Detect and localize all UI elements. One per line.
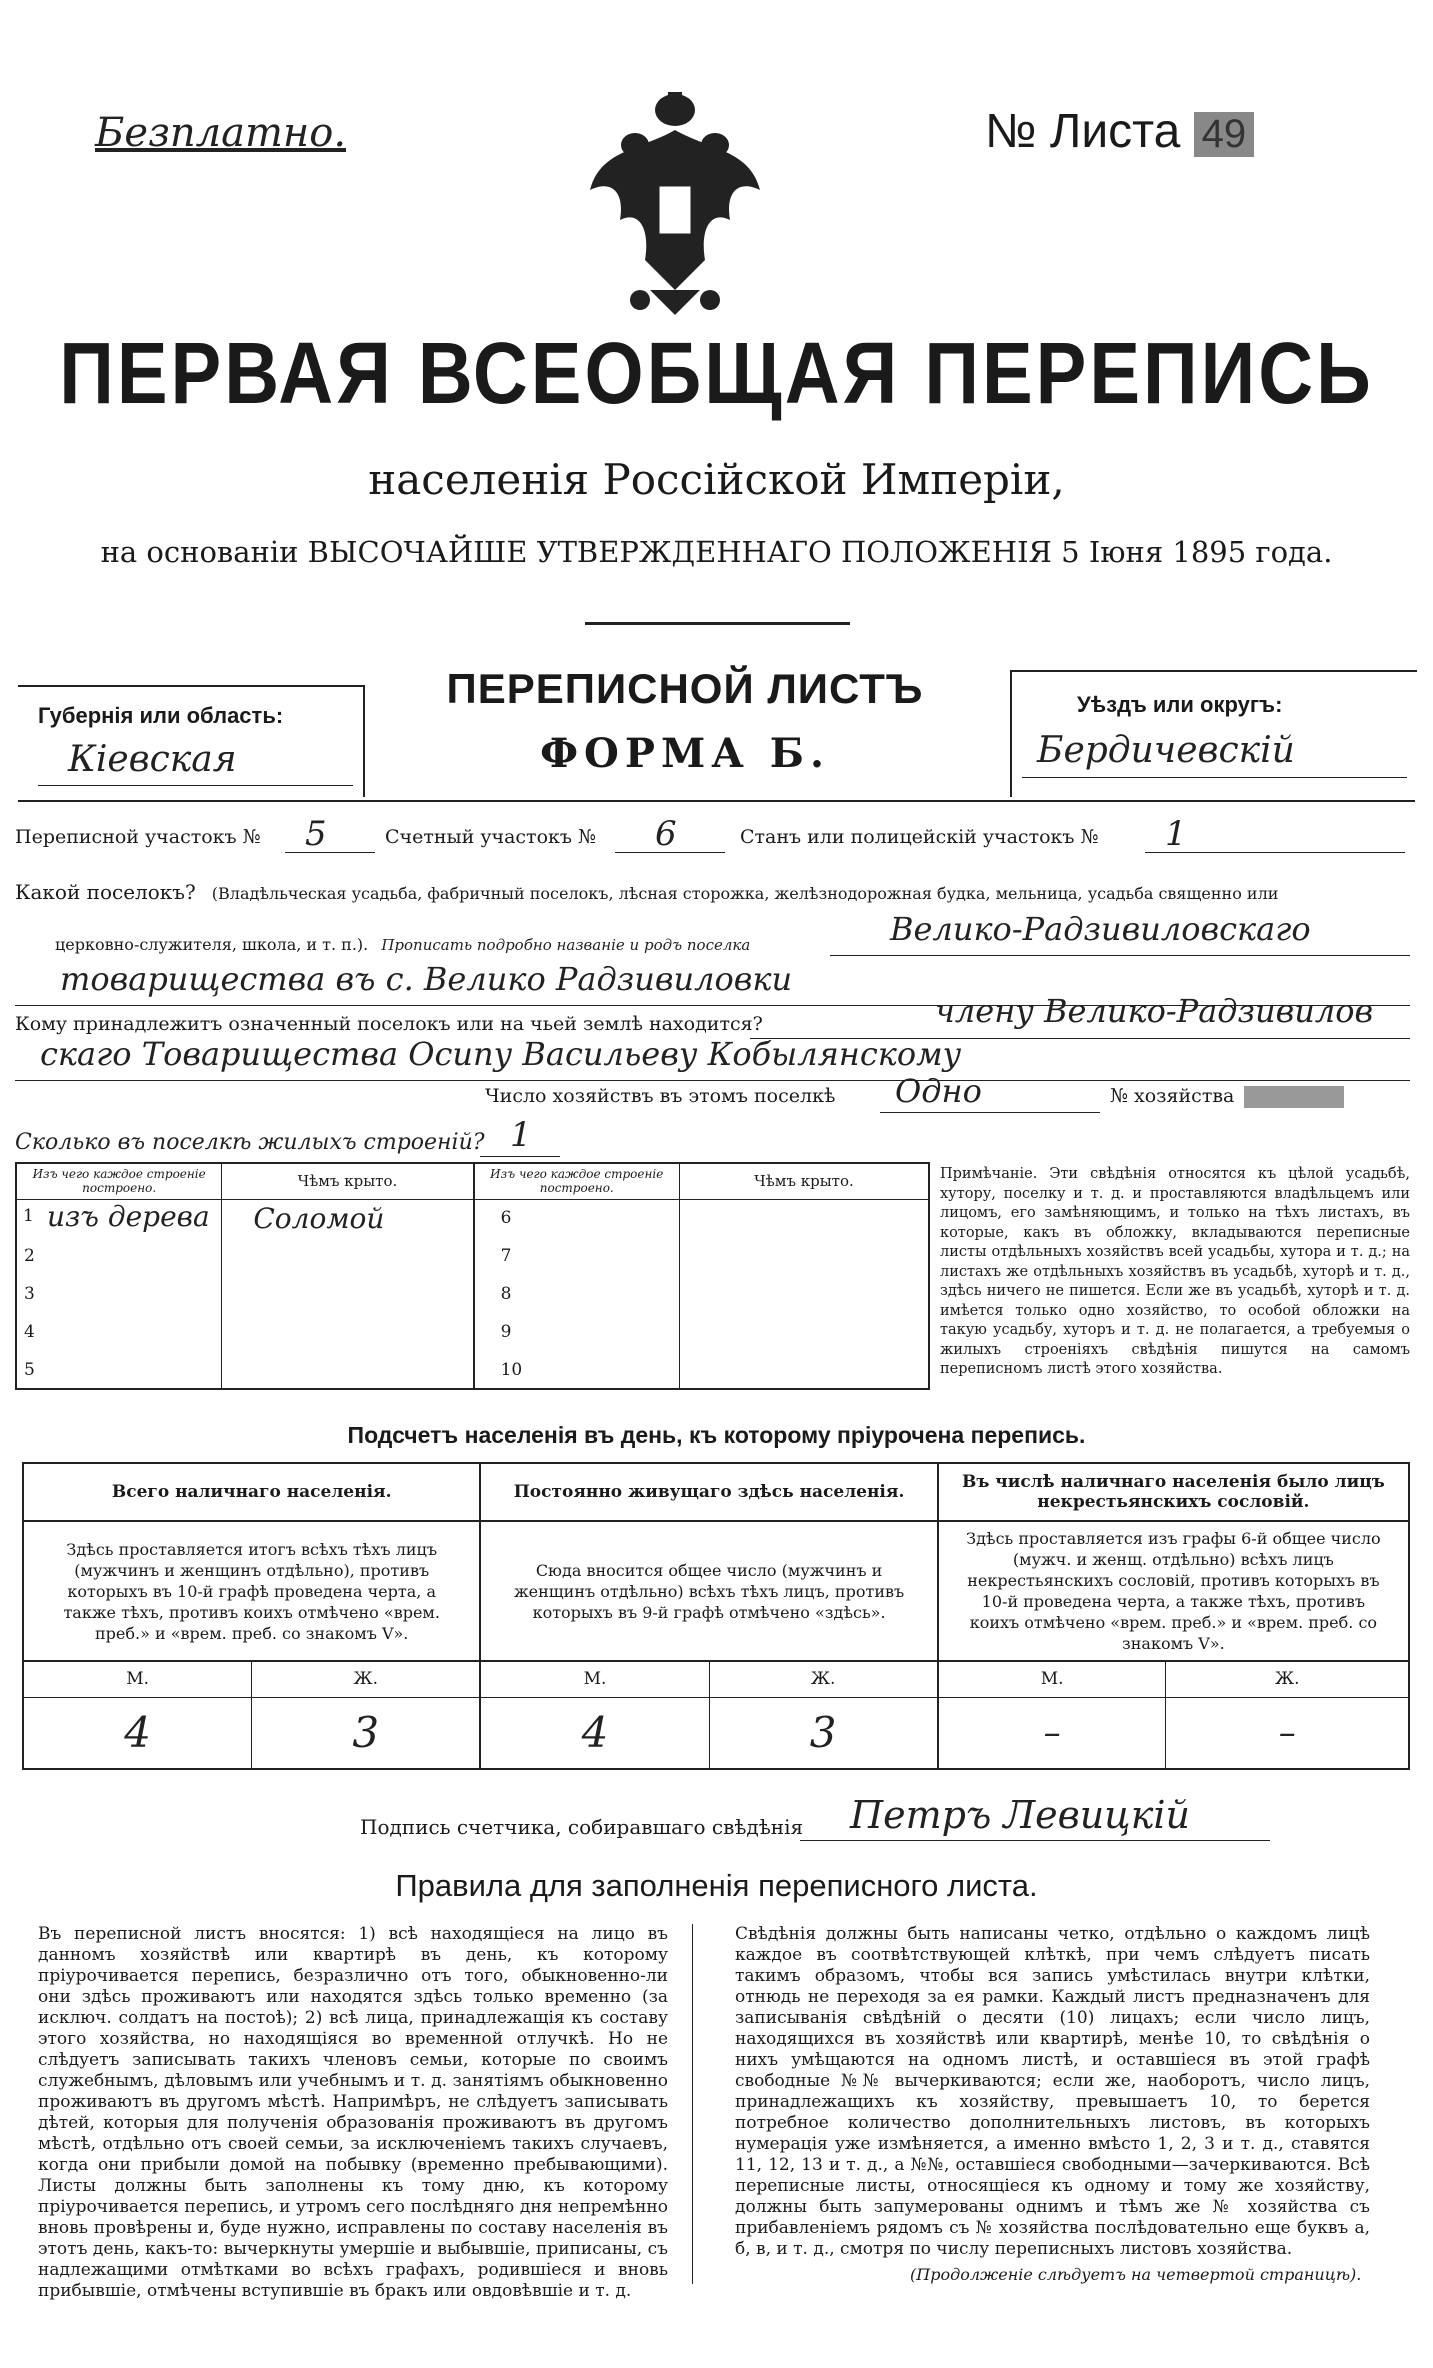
owner-value-2: скаго Товарищества Осипу Васильеву Кобылянскому (40, 1035, 962, 1073)
main-title: ПЕРВАЯ ВСЕОБЩАЯ ПЕРЕПИСЬ (59, 324, 1374, 423)
gubernia-value: Кіевская (68, 739, 237, 780)
zh-label: Ж. (252, 1661, 481, 1697)
rules-column-divider (692, 1924, 693, 2284)
household-no-label: № хозяйства (1110, 1085, 1344, 1108)
rules-right-column: Свѣдѣнія должны быть написаны четко, отдѣльно о каждомъ лицѣ каждое въ соотвѣтствующей клѣткѣ, при чемъ слѣдуетъ писать такимъ образомъ, чтобы вся запись умѣстилась внутри клѣтки, отнюдь не переходя за ея рамки. Каждый листъ предназначенъ для записыванія свѣдѣній о десяти (10) лицахъ; если число лицъ, находящихся въ хозяйствѣ или квартирѣ, менѣе 10, то свѣдѣнія о нихъ умѣщаются на одномъ листѣ, и оставшіеся въ этой графѣ свободные №№ вычеркиваются; если же, наоборотъ, число лицъ, принадлежащихъ къ хозяйству, превышаетъ 10, то берется потребное количество дополнительныхъ листовъ, въ которыхъ нумерація уже измѣняется, а именно вмѣсто 1, 2, 3 и т. д., ставятся 11, 12, 13 и т. д., а №№, оставшіеся свободными—зачеркиваются. Всѣ переписные листы, относящіеся къ одному и тому же хозяйству, должны быть запумерованы однимъ и тѣмъ же № хозяйства съ прибавленіемъ рядомъ съ № хозяйства послѣдовательно еще буквъ а, б, в, и т. д., смотря по числу переписныхъ листовъ хозяйства. (735, 1924, 1370, 2259)
col-material-right: Изъ чего каждое строеніе построено. (474, 1163, 680, 1199)
uchastok-row: Переписной участокъ № 5 Счетный участокъ № 6 Станъ или полицейскій участокъ № 1 (15, 818, 1405, 858)
count-col-nonpeasant-head: Въ числѣ наличнаго населенія было лицъ некрестьянскихъ сословій. (938, 1463, 1409, 1521)
rules-continued: (Продолженіе слѣдуетъ на четвертой страницѣ). (910, 2265, 1362, 2284)
table-row: 5 10 (16, 1351, 929, 1389)
col-roof-left: Чѣмъ крыто. (222, 1163, 474, 1199)
sheet-number-label: № Листа 49 (985, 104, 1254, 159)
count-col-resident-desc: Сюда вносится общее число (мужчинъ и женщинъ отдѣльно) всѣхъ тѣхъ лицъ, противъ которыхъ въ 9-й графѣ отмѣчено «здѣсь». (480, 1521, 937, 1661)
count-col-total-desc: Здѣсь проставляется итогъ всѣхъ тѣхъ лицъ (мужчинъ и женщинъ отдѣльно), противъ которыхъ въ 10-й графѣ проведена черта, а также тѣхъ, противъ коихъ отмѣчено «врем. преб.» и «врем. преб. со знакомъ V». (23, 1521, 480, 1661)
gubernia-box (18, 685, 365, 797)
schetny-value: 6 (655, 814, 677, 854)
uezd-box (1010, 670, 1417, 797)
nonpeasant-zh-value: – (1166, 1697, 1409, 1769)
household-no-value (1244, 1086, 1344, 1108)
double-headed-eagle-emblem (580, 90, 770, 320)
zh-label: Ж. (1166, 1661, 1409, 1697)
sheet-number-value: 49 (1194, 112, 1255, 157)
poselok-value-2: товарищества въ с. Велико Радзивиловки (60, 960, 793, 998)
col-material-left: Изъ чего каждое строеніе построено. (16, 1163, 222, 1199)
signature-label: Подпись счетчика, собиравшаго свѣдѣнія (360, 1815, 804, 1839)
poselok-row-2: церковно-служителя, школа, и т. п.). Прописать подробно названіе и родъ поселка (55, 935, 751, 954)
count-col-nonpeasant-desc: Здѣсь проставляется изъ графы 6-й общее число (мужч. и женщ. отдѣльно) всѣхъ лицъ некрестьянскихъ сословій, противъ которыхъ въ 10-й проведена черта, а также тѣхъ, противъ коихъ отмѣчено «врем. преб.» и «врем. преб. со знакомъ V». (938, 1521, 1409, 1661)
households-value: Одно (895, 1072, 982, 1110)
table-row: 3 8 (16, 1275, 929, 1313)
count-col-resident-head: Постоянно живущаго здѣсь населенія. (480, 1463, 937, 1521)
m-label: М. (23, 1661, 252, 1697)
free-label: Безплатно. (95, 110, 347, 156)
table-row: 2 7 (16, 1237, 929, 1275)
total-zh-value: 3 (252, 1697, 481, 1769)
resident-m-value: 4 (480, 1697, 709, 1769)
buildings-value: 1 (510, 1115, 532, 1155)
m-label: М. (480, 1661, 709, 1697)
rules-title: Правила для заполненія переписного листа. (395, 1868, 1038, 1903)
signature-value: Петръ Левицкій (850, 1793, 1191, 1837)
zh-label: Ж. (709, 1661, 938, 1697)
poselok-value-1: Велико-Радзивиловскаго (890, 910, 1311, 948)
buildings-label: Сколько въ поселкѣ жилыхъ строеній? (15, 1130, 485, 1155)
uezd-label: Уѣздъ или округъ: (1077, 692, 1283, 717)
owner-label: Кому принадлежитъ означенный поселокъ или на чьей землѣ находится? (15, 1013, 763, 1035)
stan-value: 1 (1165, 814, 1187, 854)
owner-value-1: члену Велико-Радзивилов (935, 992, 1374, 1030)
population-count-table (22, 1462, 1410, 1770)
resident-zh-value: 3 (709, 1697, 938, 1769)
note-text: Примѣчаніе. Эти свѣдѣнія относятся къ цѣлой усадьбѣ, хутору, поселку и т. д. и проставляются владѣльцемъ или лицомъ, его замѣняющимъ, и только на тѣхъ листахъ, въ которые, какъ въ обложку, вкладываются переписные листы отдѣльныхъ хозяйствъ всей усадьбы, хутора и т. д.; на листахъ же отдѣльныхъ хозяйствъ въ усадьбѣ, хуторѣ и т. д., здѣсь ничего не пишется. Если же въ усадьбѣ, хуторѣ и т. д. имѣется только одно хозяйство, то особой обложки на такую усадьбу, хуторъ и т. д. не полагается, а требуемыя о жилыхъ строеніяхъ свѣдѣнія пишутся на самомъ переписномъ листѣ этого хозяйства. (940, 1166, 1410, 1377)
form-name: ПЕРЕПИСНОЙ ЛИСТЪ (446, 665, 924, 712)
decree-line: на основаніи ВЫСОЧАЙШЕ УТВЕРЖДЕННАГО ПОЛОЖЕНІЯ 5 Іюня 1895 года. (100, 535, 1333, 569)
col-roof-right: Чѣмъ крыто. (679, 1163, 929, 1199)
header-rule (18, 800, 1415, 802)
count-title: Подсчетъ населенія въ день, къ которому пріурочена перепись. (347, 1422, 1086, 1448)
title-rule (585, 622, 850, 625)
uchastok-value: 5 (305, 814, 327, 854)
rules-left-column: Въ переписной листъ вносятся: 1) всѣ находящіеся на лицо въ данномъ хозяйствѣ или квартирѣ въ день, къ которому пріурочивается перепись, безразлично отъ того, обыкновенно-ли они здѣсь проживаютъ или находятся здѣсь только временно (за исключ. солдатъ на постоѣ); 2) всѣ лица, принадлежащія къ составу этого хозяйства, но находящіяся во временной отлучкѣ. Но не слѣдуетъ записывать такихъ членовъ семьи, которые по своимъ служебнымъ, дѣловымъ или учебнымъ и т. д. занятіямъ обыкновенно проживаютъ въ другомъ мѣстѣ. Напримѣръ, не слѣдуетъ записывать дѣтей, которыя для полученія образованія проживаютъ въ другомъ мѣстѣ, отдѣльно отъ своей семьи, за исключеніемъ такихъ случаевъ, когда они прибыли домой на побывку (временно пребывающими). Листы должны быть заполнены къ тому дню, къ которому пріурочивается перепись, и утромъ сего послѣдняго дня непремѣнно вновь провѣрены и, буде нужно, исправлены по составу населенія въ этотъ день, какъ-то: вычеркнуты умершіе и выбывшіе, приписаны, съ надлежащими отмѣтками во всѣхъ графахъ, родившіеся и вновь прибывшіе, отмѣчены вступившіе въ бракъ или овдовѣвшіе и т. д. (38, 1924, 668, 2301)
total-m-value: 4 (23, 1697, 252, 1769)
m-label: М. (938, 1661, 1166, 1697)
uezd-value: Бердичевскій (1037, 730, 1295, 771)
nonpeasant-m-value: – (938, 1697, 1166, 1769)
buildings-table (15, 1162, 930, 1390)
form-type: ФОРМА Б. (540, 730, 830, 777)
subtitle: населенія Россійской Имперіи, (368, 455, 1065, 504)
households-label: Число хозяйствъ въ этомъ поселкѣ (485, 1085, 836, 1107)
table-row: 4 9 (16, 1313, 929, 1351)
table-row: 1 изъ дерева Соломой 6 (16, 1199, 929, 1237)
count-col-total-head: Всего наличнаго населенія. (23, 1463, 480, 1521)
gubernia-label: Губернія или область: (38, 703, 284, 728)
poselok-row: Какой поселокъ? (Владѣльческая усадьба, фабричный поселокъ, лѣсная сторожка, желѣзнодорожная будка, мельница, усадьба священно или (15, 880, 1279, 904)
